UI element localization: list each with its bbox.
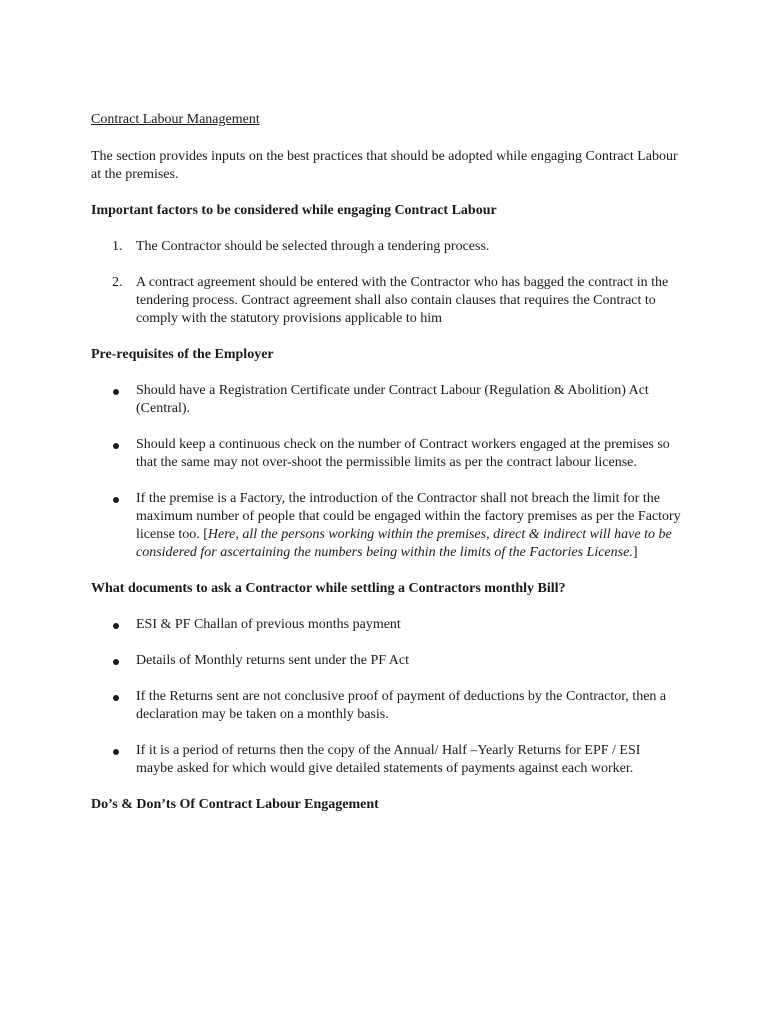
bullet-icon [113,389,119,395]
list-number: 1. [112,239,123,254]
list-item-tail: ] [632,545,638,560]
bullet-icon [113,749,119,755]
list-item-italic-note: Here, all the persons working within the premises, direct & indirect will have to be considered for ascertaining the numbers being within the limits of the Factories License. [136,527,672,560]
bullet-icon [113,443,119,449]
prerequisites-heading: Pre-requisites of the Employer [91,347,274,362]
intro-paragraph: The section provides inputs on the best practices that should be adopted while engaging Contract Labour at the premises. [91,149,678,182]
dos-donts-heading: Do’s & Don’ts Of Contract Labour Engagement [91,797,379,812]
document-title: Contract Labour Management [91,112,260,127]
factors-heading: Important factors to be considered while engaging Contract Labour [91,203,497,218]
list-item [91,616,681,634]
list-item [91,742,681,778]
list-item [91,688,681,724]
list-item-text: If the premise is a Factory, the introduction of the Contractor shall not breach the limit for the maximum number of people that could be engaged within the factory premises as per the Factory license too. [ [136,491,681,542]
list-item [91,382,681,418]
prerequisites-list [91,382,691,562]
factors-list [91,238,691,328]
bullet-icon [113,695,119,701]
list-item-text: If the Returns sent are not conclusive proof of payment of deductions by the Contractor, then a declaration may be taken on a monthly basis. [136,689,667,722]
list-item-text: ESI & PF Challan of previous months payment [136,617,401,632]
list-item-text: A contract agreement should be entered with the Contractor who has bagged the contract in the tendering process. Contract agreement shall also contain clauses that requires the Contract to comply with the statutory provisions applicable to him [136,275,669,326]
list-item [91,436,681,472]
documents-list [91,616,691,778]
list-item-text: Should have a Registration Certificate under Contract Labour (Regulation & Abolition) Act (Central). [136,383,649,416]
list-item [91,274,676,328]
bullet-icon [113,497,119,503]
bullet-icon [113,623,119,629]
documents-heading: What documents to ask a Contractor while settling a Contractors monthly Bill? [91,581,566,596]
list-item [91,652,681,670]
list-item-text: Details of Monthly returns sent under the PF Act [136,653,409,668]
list-item [91,490,681,562]
document-page [91,111,691,832]
list-item [91,238,676,256]
list-item-text: The Contractor should be selected through a tendering process. [136,239,490,254]
list-item-text: Should keep a continuous check on the number of Contract workers engaged at the premises so that the same may not over-shoot the permissible limits as per the contract labour license. [136,437,670,470]
list-item-text: If it is a period of returns then the copy of the Annual/ Half –Yearly Returns for EPF / ESI maybe asked for which would give detailed statements of payments against each worker. [136,743,641,776]
bullet-icon [113,659,119,665]
list-number: 2. [112,275,123,290]
